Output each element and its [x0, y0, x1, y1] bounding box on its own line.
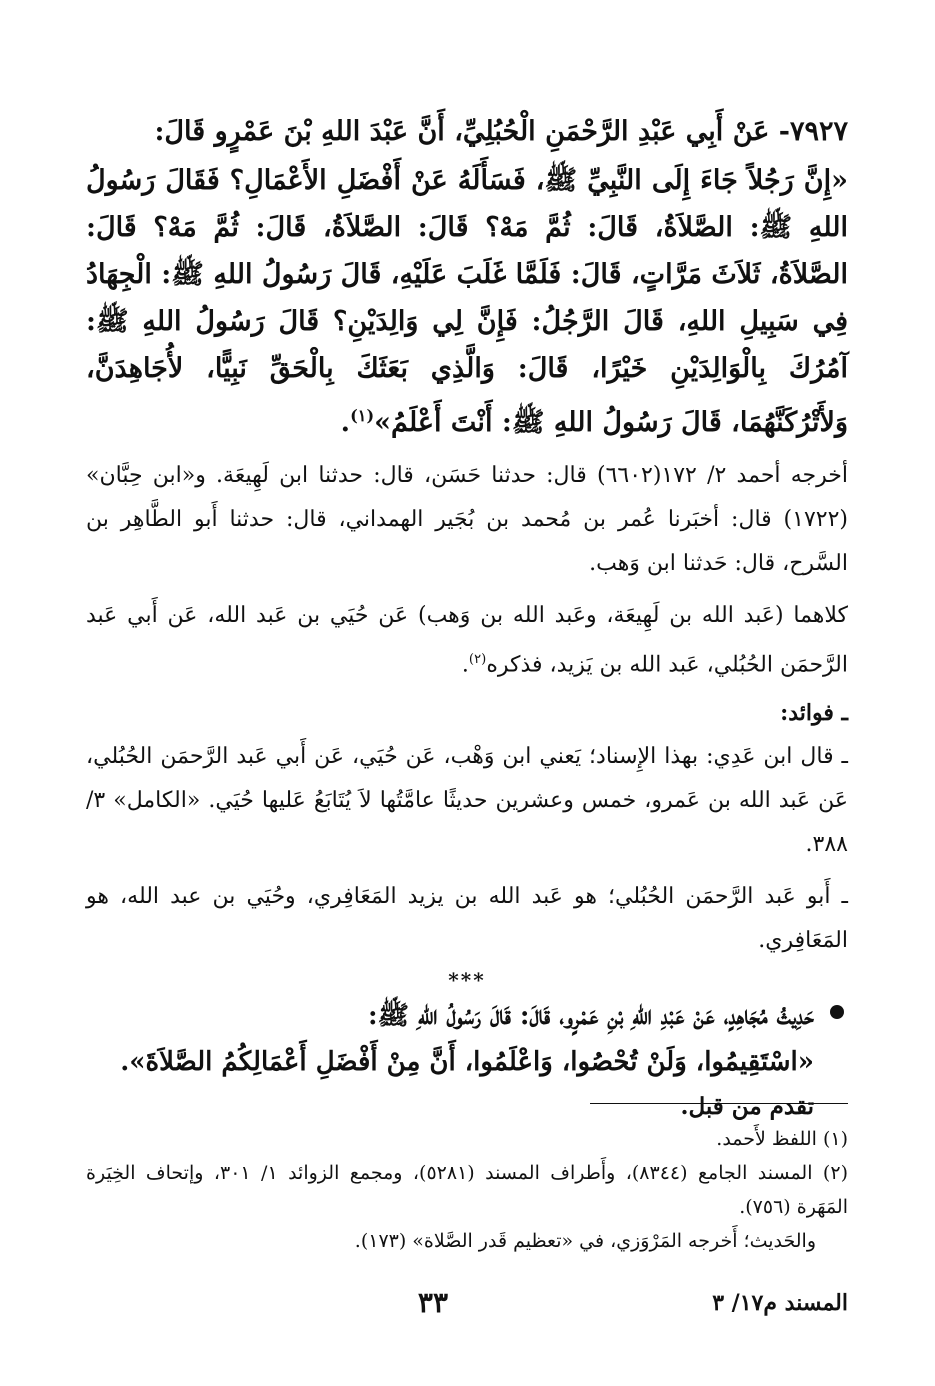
second-hadith-line-2: «اسْتَقِيمُوا، وَلَنْ تُحْصُوا، وَاعْلَمُوا، أَنَّ مِنْ أَفْضَلِ أَعْمَالِكُمُ الصَّلاَةَ». — [120, 1047, 814, 1078]
footnote-ref-2: (٢) — [468, 652, 487, 667]
section-separator: *** — [448, 968, 486, 993]
takhrij-paragraph-2: كلاهما (عَبد الله بن لَهِيعَة، وعَبد الله بن وَهب) عَن حُيَي بن عَبد الله، عَن أَبي عَبد الرَّحمَن الحُبُلي، عَبد الله بن يَزيد، فذكره$^{(٢)}$. — [86, 603, 848, 678]
second-hadith-line-1: حَدِيثُ مُجَاهِدٍ، عَنْ عَبْدِ اللهِ بْنِ عَمْرٍو، قَالَ: قَالَ رَسُولُ اللهِ ﷺ: — [368, 1001, 814, 1032]
footnote-ref-1: (١) — [350, 406, 375, 425]
footnote-divider — [590, 1103, 848, 1104]
footnote-2-continuation: والحَديث؛ أَخرجه المَرْوَزي، في «تعظيم قَدر الصَّلاة» (١٧٣). — [354, 1230, 816, 1252]
main-content — [86, 108, 848, 1129]
fawaid-item-1: ـ قال ابن عَدِي: بهذا الإِسناد؛ يَعني ابن وَهْب، عَن حُيَي، عَن أَبي عَبد الرَّحمَن الحُبُلي، عَن عَبد الله بن عَمرو، خمس وعشرين حديثًا عامَّتُها لاَ يُتَابَعُ عَليها حُيَي. «الكامل» ٣/ ٣٨٨. — [86, 744, 848, 858]
signature-mark: المسند م١٧/ ٣ — [712, 1290, 848, 1316]
takhrij-paragraph-1: أخرجه أحمد ٢/ ١٧٢(٦٦٠٢) قال: حدثنا حَسَن، قال: حدثنا ابن لَهِيعَة. و«ابن حِبَّان» (١٧٢٢) قال: أخبَرنا عُمر بن مُحمد بن بُجَير الهمداني، قال: حدثنا أَبو الطَّاهِر بن السَّرح، قال: حَدثنا ابن وَهب. — [86, 463, 849, 576]
hadith-body: «إِنَّ رَجُلاً جَاءَ إِلَى النَّبِيِّ ﷺ، فَسَأَلَهُ عَنْ أَفْضَلِ الأَعْمَالِ؟ فَقَالَ رَسُولُ اللهِ ﷺ: الصَّلاَةُ، قَالَ: ثُمَّ مَهْ؟ قَالَ: الصَّلاَةُ، قَالَ: ثُمَّ مَهْ؟ قَالَ: الصَّلاَةُ، ثَلاَثَ مَرَّاتٍ، قَالَ: فَلَمَّا غَلَبَ عَلَيْهِ، قَالَ رَسُولُ اللهِ ﷺ: الْجِهَادُ فِي سَبِيلِ اللهِ، قَالَ الرَّجُلُ: فَإِنَّ لِي وَالِدَيْنِ؟ قَالَ رَسُولُ اللهِ ﷺ: آمُرُكَ بِالْوَالِدَيْنِ خَيْرًا، قَالَ: وَالَّذِي بَعَثَكَ بِالْحَقِّ نَبِيًّا، لأُجَاهِدَنَّ، وَلأَتْرُكَنَّهُمَا، قَالَ رَسُولُ اللهِ ﷺ: أَنْتَ أَعْلَمُ» — [86, 165, 848, 438]
second-hadith — [86, 993, 848, 1129]
fawaid-heading: ـ فوائد: — [780, 700, 848, 727]
takhrij-paragraph-2-text: كلاهما (عَبد الله بن لَهِيعَة، وعَبد الله بن وَهب) عَن حُيَي بن عَبد الله، عَن أَبي عَبد الرَّحمَن الحُبُلي، عَبد الله بن يَزيد، فذكره — [86, 603, 848, 678]
page-number: ٣٣ — [417, 1286, 448, 1319]
footnote-2: (٢) المسند الجامع (٨٣٤٤)، وأَطراف المسند (٥٢٨١)، ومجمع الزوائد ١/ ٣٠١، وإتحاف الخِيَرة المَهَرة (٧٥٦). — [86, 1162, 848, 1218]
hadith-text: «إِنَّ رَجُلاً جَاءَ إِلَى النَّبِيِّ ﷺ، فَسَأَلَهُ عَنْ أَفْضَلِ الأَعْمَالِ؟ فَقَالَ رَسُولُ اللهِ ﷺ: الصَّلاَةُ، قَالَ: ثُمَّ مَهْ؟ قَالَ: الصَّلاَةُ، قَالَ: ثُمَّ مَهْ؟ قَالَ: الصَّلاَةُ، ثَلاَثَ مَرَّاتٍ، قَالَ: فَلَمَّا غَلَبَ عَلَيْهِ، قَالَ رَسُولُ اللهِ ﷺ: الْجِهَادُ فِي سَبِيلِ اللهِ، قَالَ الرَّجُلُ: فَإِنَّ لِي وَالِدَيْنِ؟ قَالَ رَسُولُ اللهِ ﷺ: آمُرُكَ بِالْوَالِدَيْنِ خَيْرًا، قَالَ: وَالَّذِي بَعَثَكَ بِالْحَقِّ نَبِيًّا، لأُجَاهِدَنَّ، وَلأَتْرُكَنَّهُمَا، قَالَ رَسُولُ اللهِ ﷺ: أَنْتَ أَعْلَمُ»$^{(١)}$. — [86, 165, 848, 438]
footnote-1: (١) اللفظ لأَحمد. — [716, 1128, 848, 1150]
page-footer — [86, 1286, 848, 1330]
hadith-title: ٧٩٢٧- عَنْ أَبِي عَبْدِ الرَّحْمَنِ الْحُبُلِيِّ، أَنَّ عَبْدَ اللهِ بْنَ عَمْرٍو قَالَ: — [154, 116, 848, 147]
footnotes — [86, 1122, 848, 1258]
second-hadith-note: تقدم من قبل. — [680, 1093, 814, 1121]
fawaid-item-2: ـ أَبو عَبد الرَّحمَن الحُبُلي؛ هو عَبد الله بن يزيد المَعَافِري، وحُيَي بن عبد الله، هو المَعَافِري. — [86, 884, 848, 954]
bullet-icon — [830, 1005, 844, 1019]
